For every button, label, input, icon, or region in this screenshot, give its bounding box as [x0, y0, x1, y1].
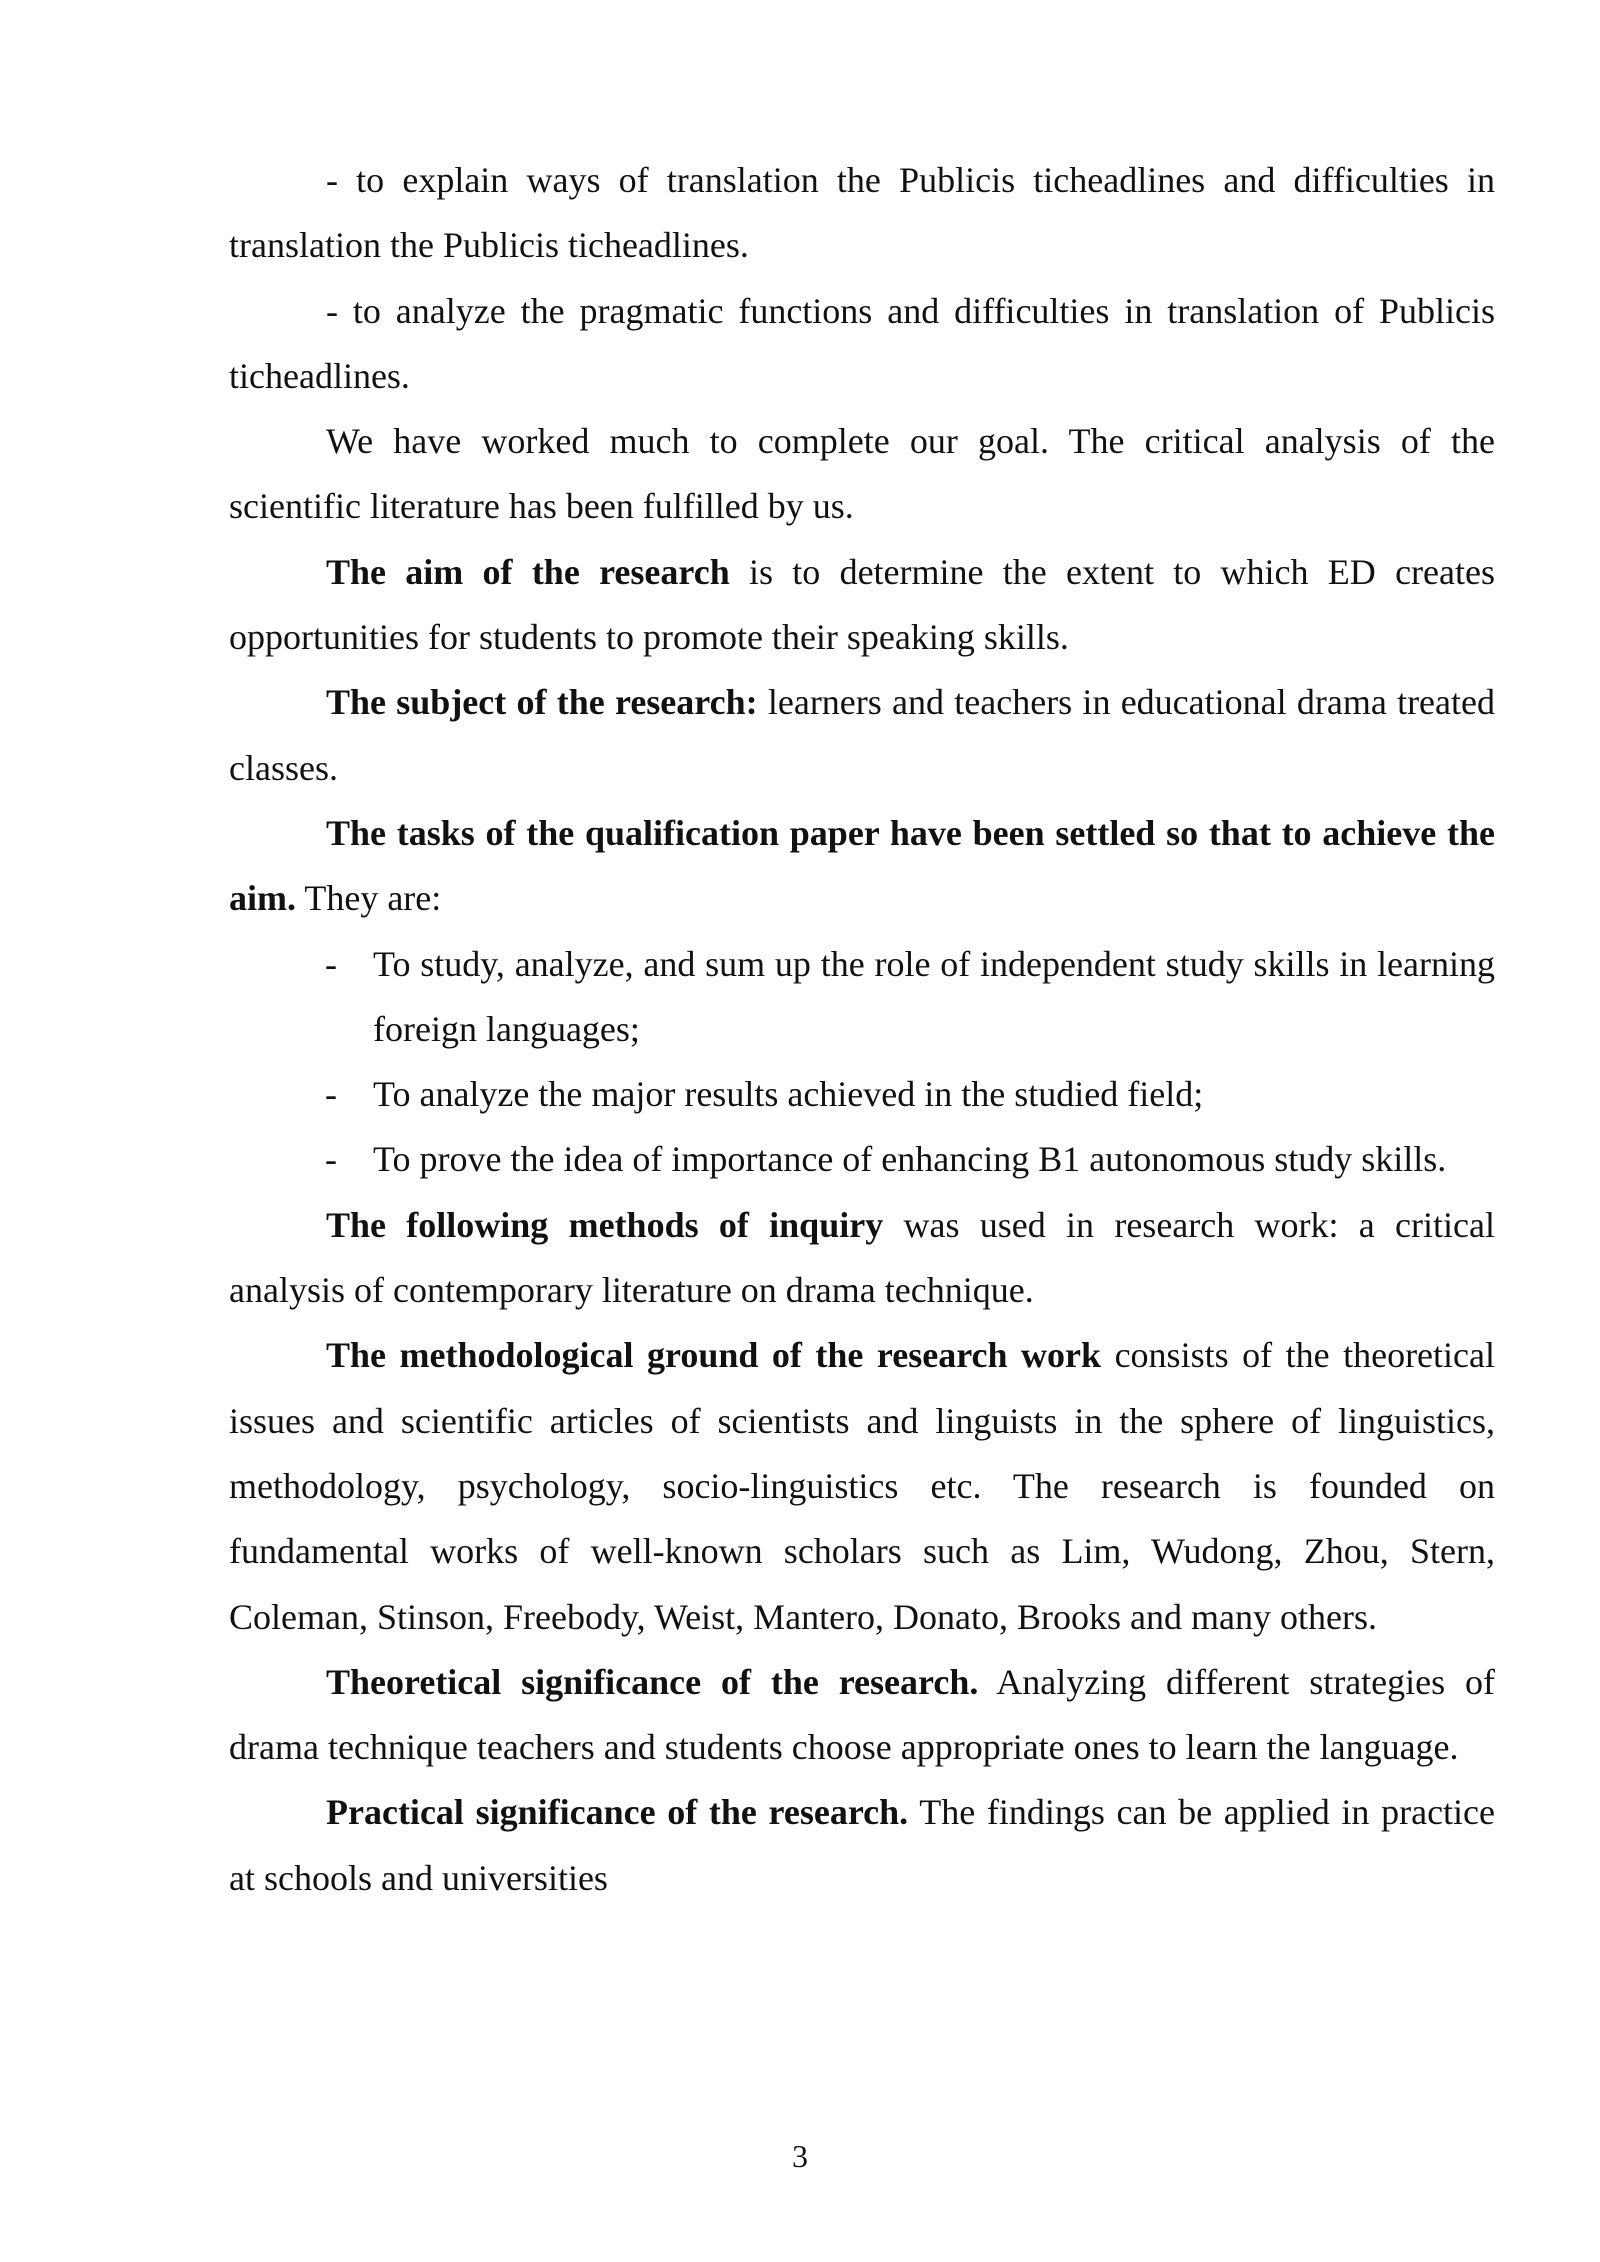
subject-text: learners and teachers in educational drama treated classes. [229, 682, 1495, 788]
paragraph-text: - to explain ways of translation the Publicis ticheadlines and difficulties in translation the Publicis ticheadlines. [229, 160, 1495, 266]
paragraph-text: - to analyze the pragmatic functions and difficulties in translation of Publicis ticheadlines. [229, 290, 1495, 396]
paragraph-aim [229, 540, 1495, 671]
methods-text: was used in research work: a critical analysis of contemporary literature on drama technique. [229, 1204, 1495, 1311]
practical-heading: Practical significance of the research. [326, 1792, 909, 1833]
aim-heading: The aim of the research [326, 551, 730, 592]
subject-heading: The subject of the research: [326, 682, 758, 723]
list-item [325, 1127, 1495, 1192]
page-number: 3 [792, 2138, 808, 2174]
page-body [229, 148, 1495, 1911]
methodological-heading: The methodological ground of the research work [326, 1335, 1102, 1376]
theoretical-text: Analyzing different strategies of drama technique teachers and students choose appropriate ones to learn the language. [229, 1661, 1495, 1768]
practical-text: The findings can be applied in practice at schools and universities [229, 1792, 1496, 1898]
paragraph-practical-significance [229, 1780, 1495, 1911]
list-item [325, 1062, 1495, 1127]
aim-text: is to determine the extent to which ED creates opportunities for students to promote their speaking skills. [229, 551, 1495, 658]
paragraph-work-done [229, 409, 1495, 540]
tasks-text: They are: [296, 878, 442, 919]
theoretical-heading: Theoretical significance of the research. [326, 1661, 979, 1702]
paragraph-objective-translation-ways [229, 148, 1495, 279]
tasks-heading: The tasks of the qualification paper have been settled so that to achieve the aim. [229, 812, 1495, 919]
methodological-text: consists of the theoretical issues and scientific articles of scientists and linguists in the sphere of linguistics, methodology, psychology, socio-linguistics etc. The research is founded on fundamental works of well-known scholars such as Lim, Wudong, Zhou, Stern, Coleman, Stinson, Freebody, Weist, Mantero, Donato, Brooks and many others. [229, 1335, 1496, 1637]
list-item-text: To study, analyze, and sum up the role of independent study skills in learning foreign languages; [373, 943, 1495, 1049]
methods-heading: The following methods of inquiry [326, 1204, 884, 1245]
tasks-list [229, 932, 1495, 1193]
paragraph-text: We have worked much to complete our goal. The critical analysis of the scientific literature has been fulfilled by us. [229, 421, 1495, 527]
paragraph-objective-pragmatic-functions [229, 279, 1495, 410]
list-dash: - [325, 1139, 337, 1180]
list-item [325, 932, 1495, 1063]
list-dash: - [325, 943, 337, 984]
paragraph-subject [229, 670, 1495, 801]
paragraph-theoretical-significance [229, 1650, 1495, 1781]
paragraph-methods [229, 1193, 1495, 1324]
list-item-text: To prove the idea of importance of enhancing B1 autonomous study skills. [373, 1139, 1447, 1180]
paragraph-methodological-ground [229, 1323, 1495, 1649]
list-dash: - [325, 1074, 337, 1115]
paragraph-tasks [229, 801, 1495, 932]
list-item-text: To analyze the major results achieved in the studied field; [373, 1074, 1204, 1115]
